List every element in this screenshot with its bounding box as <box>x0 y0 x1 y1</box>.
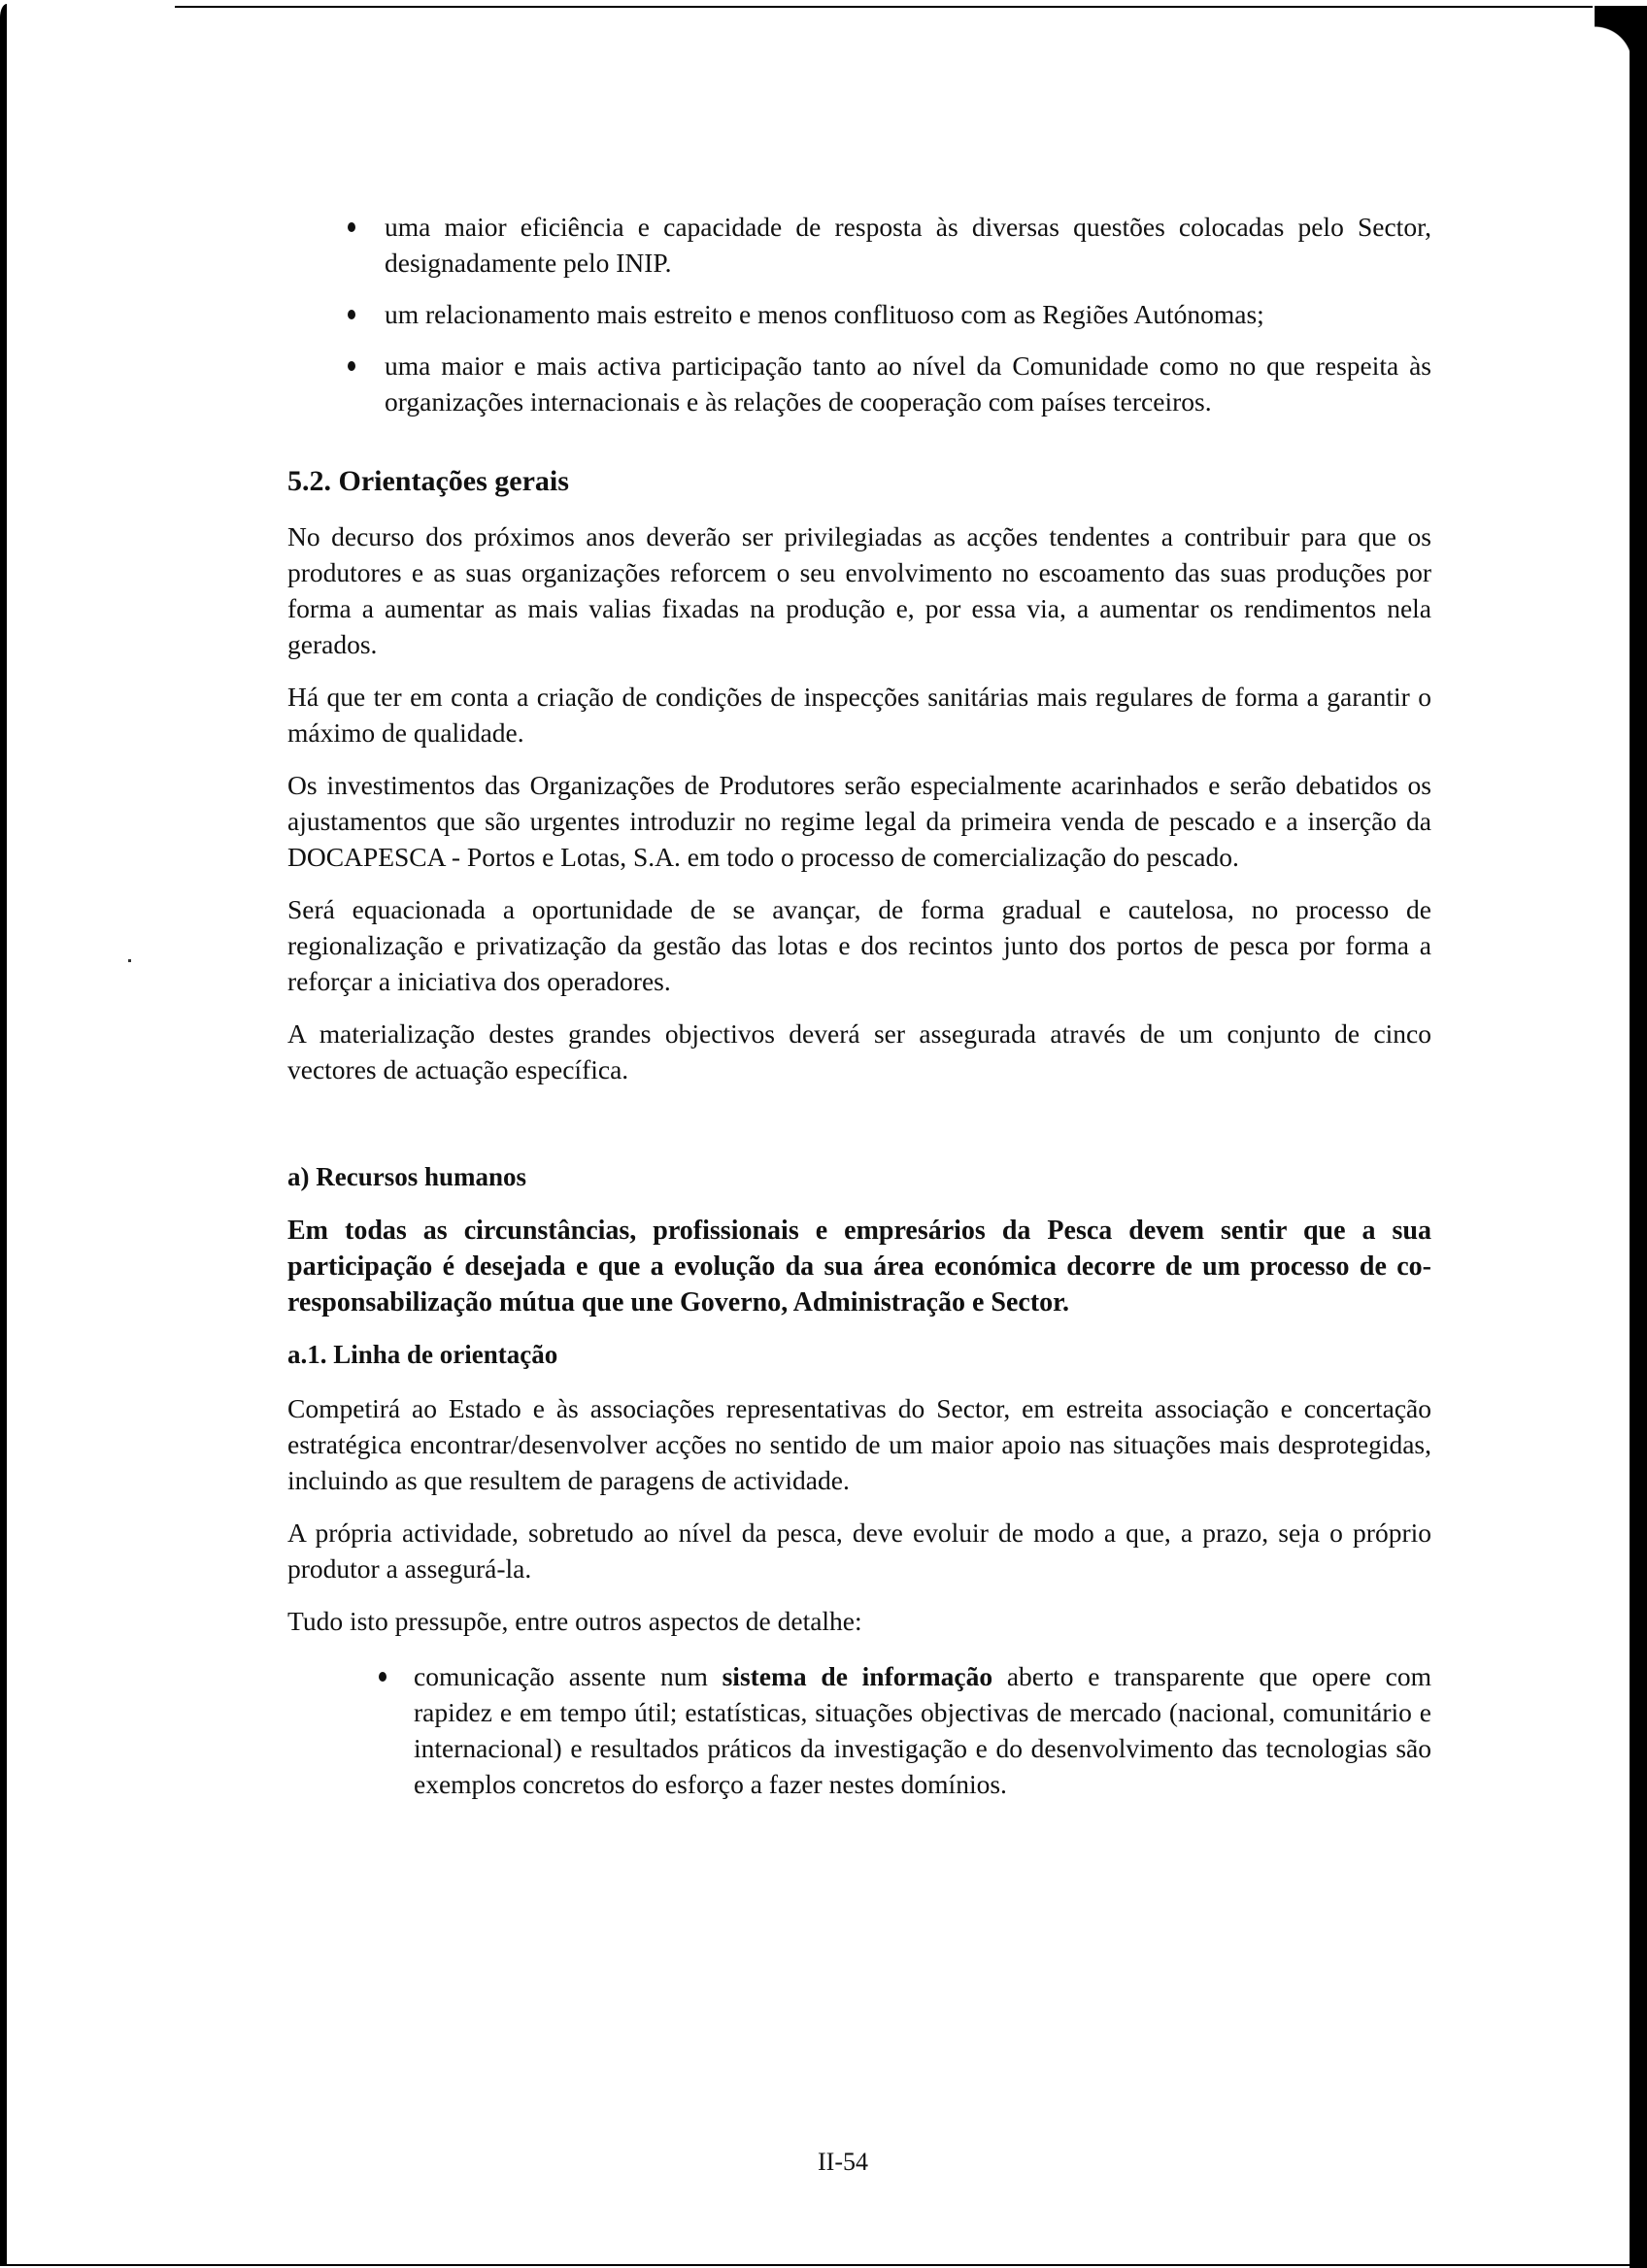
page-number: II-54 <box>818 2148 868 2176</box>
paragraph: A materialização destes grandes objectivos deverá ser assegurada através de um conjunto de cinco vectores de actuação específica. <box>287 1018 1431 1084</box>
bullet-text-bold: sistema de informação <box>722 1661 993 1691</box>
bullet-text-after: aberto e transparente que opere com rapidez e em tempo útil; estatísticas, situações objectivas de mercado (nacional, comunitário e internacional) e resultados práticos da investigação e do desenvolvimento das tecnologias são exemplos concretos do esforço a fazer nestes domínios. <box>414 1661 1431 1799</box>
section-title: 5.2. Orientações gerais <box>287 465 569 497</box>
bullet-item: um relacionamento mais estreito e menos conflituoso com as Regiões Autónomas; <box>385 296 1431 332</box>
scan-border-left <box>0 4 7 2266</box>
scan-border-corner <box>1595 6 1633 64</box>
bullet-item: uma maior e mais activa participação tanto ao nível da Comunidade como no que respeita às organizações internacionais e às relações de cooperação com países terceiros. <box>385 348 1431 419</box>
bullet-text-before: comunicação assente num <box>414 1661 723 1691</box>
subsubsection-title: a.1. Linha de orientação <box>287 1340 558 1369</box>
document-page <box>287 209 1431 1802</box>
bullet-item: uma maior eficiência e capacidade de resposta às diversas questões colocadas pelo Sector, designadamente pelo INIP. <box>385 209 1431 281</box>
bold-lead-paragraph: Em todas as circunstâncias, profissionais e empresários da Pesca devem sentir que a sua participação é desejada e que a evolução da sua área económica decorre de um processo de co-responsabilização mútua que une Governo, Administração e Sector. <box>287 1216 1431 1317</box>
paragraph: A própria actividade, sobretudo ao nível da pesca, deve evoluir de modo a que, a prazo, seja o próprio produtor a assegurá-la. <box>287 1518 1431 1584</box>
subsection-title: a) Recursos humanos <box>287 1162 527 1191</box>
paragraph: Tudo isto pressupõe, entre outros aspectos de detalhe: <box>287 1606 862 1636</box>
scan-speck <box>128 959 131 962</box>
scan-border-right <box>1630 6 1647 2268</box>
top-bullet-list <box>287 209 1431 419</box>
paragraph: Competirá ao Estado e às associações representativas do Sector, em estreita associação e concertação estratégica encontrar/desenvolver acções no sentido de um maior apoio nas situações mais desprotegidas, incluindo as que resultem de paragens de actividade. <box>287 1393 1431 1495</box>
paragraph: Há que ter em conta a criação de condições de inspecções sanitárias mais regulares de forma a garantir o máximo de qualidade. <box>287 682 1431 748</box>
paragraph: Será equacionada a oportunidade de se avançar, de forma gradual e cautelosa, no processo de regionalização e privatização da gestão das lotas e dos recintos junto dos portos de pesca por forma a reforçar a iniciativa dos operadores. <box>287 894 1431 996</box>
bullet-item <box>414 1658 1431 1802</box>
paragraph: Os investimentos das Organizações de Produtores serão especialmente acarinhados e serão debatidos os ajustamentos que são urgentes introduzir no regime legal da primeira venda de pescado e a inserção da DOCAPESCA - Portos e Lotas, S.A. em todo o processo de comercialização do pescado. <box>287 770 1431 872</box>
paragraph: No decurso dos próximos anos deverão ser privilegiadas as acções tendentes a contribuir para que os produtores e as suas organizações reforcem o seu envolvimento no escoamento das suas produções por forma a aumentar as mais valias fixadas na produção e, por essa via, a aumentar os rendimentos nela gerados. <box>287 521 1431 659</box>
scan-border-bottom <box>0 2264 1647 2266</box>
scan-border-top <box>175 6 1593 8</box>
bottom-bullet-list <box>287 1658 1431 1802</box>
